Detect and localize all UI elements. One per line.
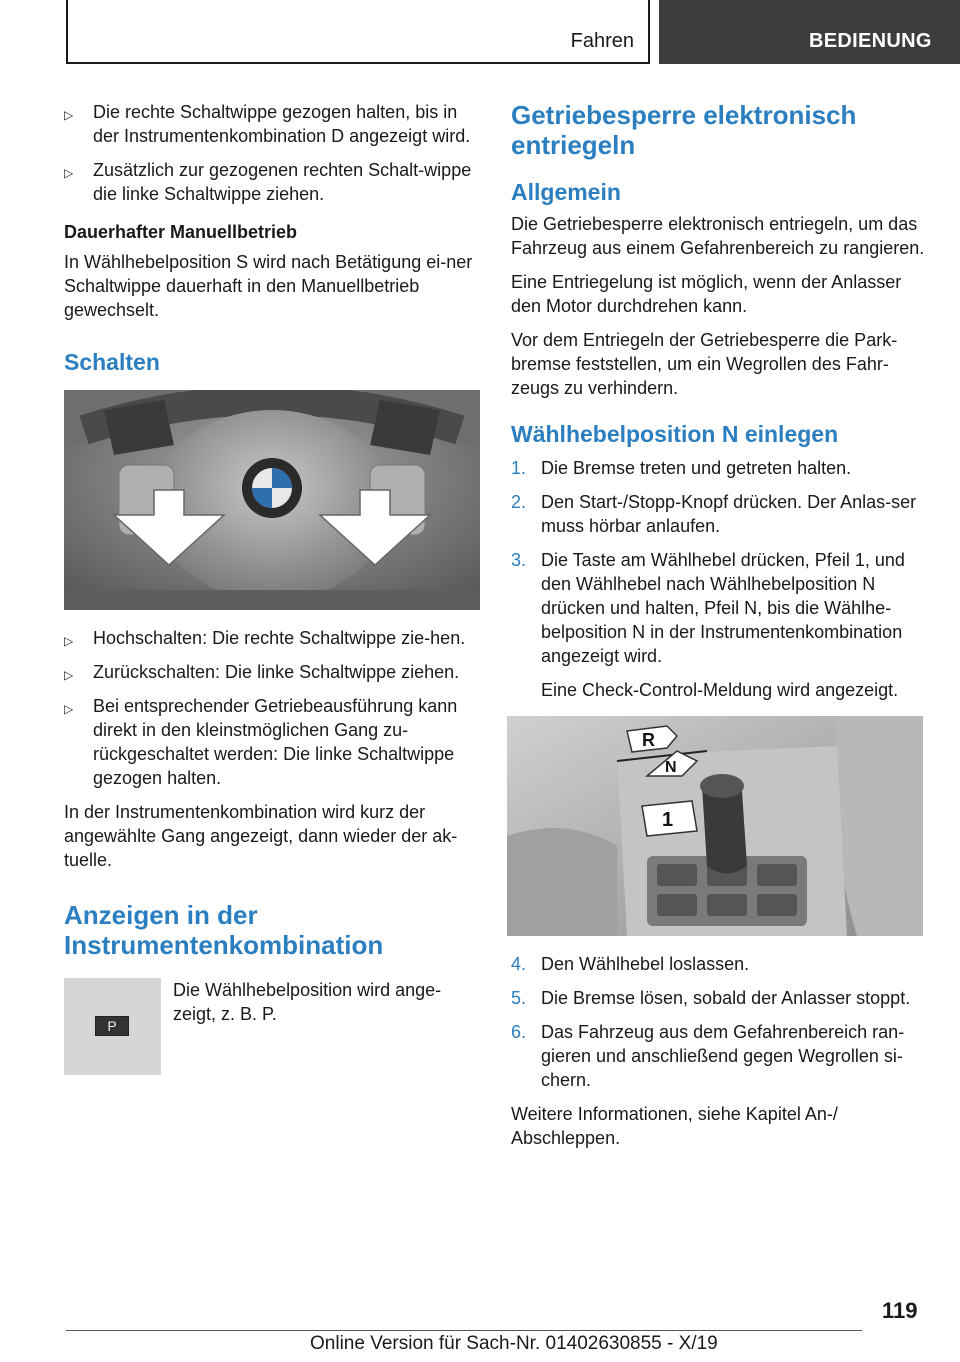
steps-list-a [511,456,936,702]
triangle-bullet-icon: ▷ [64,166,74,180]
manual-text: In Wählhebelposition S wird nach Betätigung ei‐ner Schaltwippe dauerhaft in den Manuellbetrieb gewechselt. [64,252,473,320]
svg-text:1: 1 [662,809,674,831]
allgemein-para: Vor dem Entriegeln der Getriebesperre die Park‐bremse feststellen, um ein Wegrollen des Fahr‐zeugs zu verhindern. [511,330,898,398]
allgemein-heading: Allgemein [511,179,621,205]
list-item: ▷ Bei entsprechender Getriebeausführung kann direkt in den kleinstmöglichen Gang zu‐rückgeschaltet werden: Die linke Schaltwippe gezogen halten. [64,696,458,788]
list-item: 4. Den Wählhebel loslassen. [511,954,750,974]
footer-text: Online Version für Sach-Nr. 01402630855 - X/19 [310,1333,718,1354]
allgemein-para: Eine Entriegelung ist möglich, wenn der Anlasser den Motor durchdrehen kann. [511,272,902,316]
list-item: 1. Die Bremse treten und getreten halten. [511,458,852,478]
svg-text:N: N [665,759,677,776]
bullet-list-schalten [64,626,484,790]
n-heading: Wählhebelposition N einlegen [511,421,839,447]
triangle-bullet-icon: ▷ [64,108,74,122]
schalten-heading: Schalten [64,349,160,375]
triangle-bullet-icon: ▷ [64,634,74,648]
list-item: ▷ Zurückschalten: Die linke Schaltwippe ziehen. [64,660,484,684]
header-chapter-label: BEDIENUNG [809,30,932,52]
list-item: 5. Die Bremse lösen, sobald der Anlasser stoppt. [511,988,911,1008]
main-heading: Getriebesperre elektronisch entriegeln [511,100,857,160]
steering-wheel-image [64,390,480,610]
header-chapter-tab [659,0,960,64]
list-item: 3. Die Taste am Wählhebel drücken, Pfeil 1, und den Wählhebel nach Wählhebelposition N drücken und halten, Pfeil N, bis die Wählhe‐belposition N in der Instrumentenkombination angezeigt wird. Eine Check-Control-Meldung wird angezeigt. [511,548,936,702]
final-text: Weitere Informationen, siehe Kapitel An-/ Abschleppen. [511,1104,838,1148]
allgemein-para: Die Getriebesperre elektronisch entriegeln, um das Fahrzeug aus einem Gefahrenbereich zu rangieren. [511,214,925,258]
list-item: 6. Das Fahrzeug aus dem Gefahrenbereich ran‐gieren und anschließend gegen Wegrollen si‐chern. [511,1022,905,1090]
manual-heading: Dauerhafter Manuellbetrieb [64,222,298,242]
header-section-label: Fahren [570,30,634,52]
steps-list-b [511,952,936,1092]
list-item: ▷ Die rechte Schaltwippe gezogen halten, bis in der Instrumentenkombination D angezeigt wird. [64,102,471,146]
page-number: 119 [882,1298,918,1323]
left-column [64,100,484,1075]
bullet-list-top [64,100,484,206]
display-letter: P [107,1018,117,1034]
anzeigen-heading: Anzeigen in der Instrumentenkombination [64,900,384,960]
footer-divider [66,1330,862,1331]
anzeigen-text: Die Wählhebelposition wird ange‐zeigt, z. B. P. [173,980,442,1024]
triangle-bullet-icon: ▷ [64,668,74,682]
triangle-bullet-icon: ▷ [64,702,74,716]
gear-selector-image [507,716,923,936]
list-item: ▷ Zusätzlich zur gezogenen rechten Schalt‐wippe die linke Schaltwippe ziehen. [64,160,472,204]
list-item: 2. Den Start-/Stopp-Knopf drücken. Der Anlas‐ser muss hörbar anlaufen. [511,492,917,536]
header-section-tab [66,0,650,64]
schalten-text: In der Instrumentenkombination wird kurz der angewählte Gang angezeigt, dann wieder der ak‐tuelle. [64,802,458,870]
list-item: ▷ Hochschalten: Die rechte Schaltwippe zie‐hen. [64,626,484,650]
svg-text:R: R [642,730,655,750]
right-column [511,100,936,1160]
display-row [64,978,484,1075]
display-symbol [64,978,161,1075]
step-note: Eine Check-Control-Meldung wird angezeigt. [541,680,899,700]
